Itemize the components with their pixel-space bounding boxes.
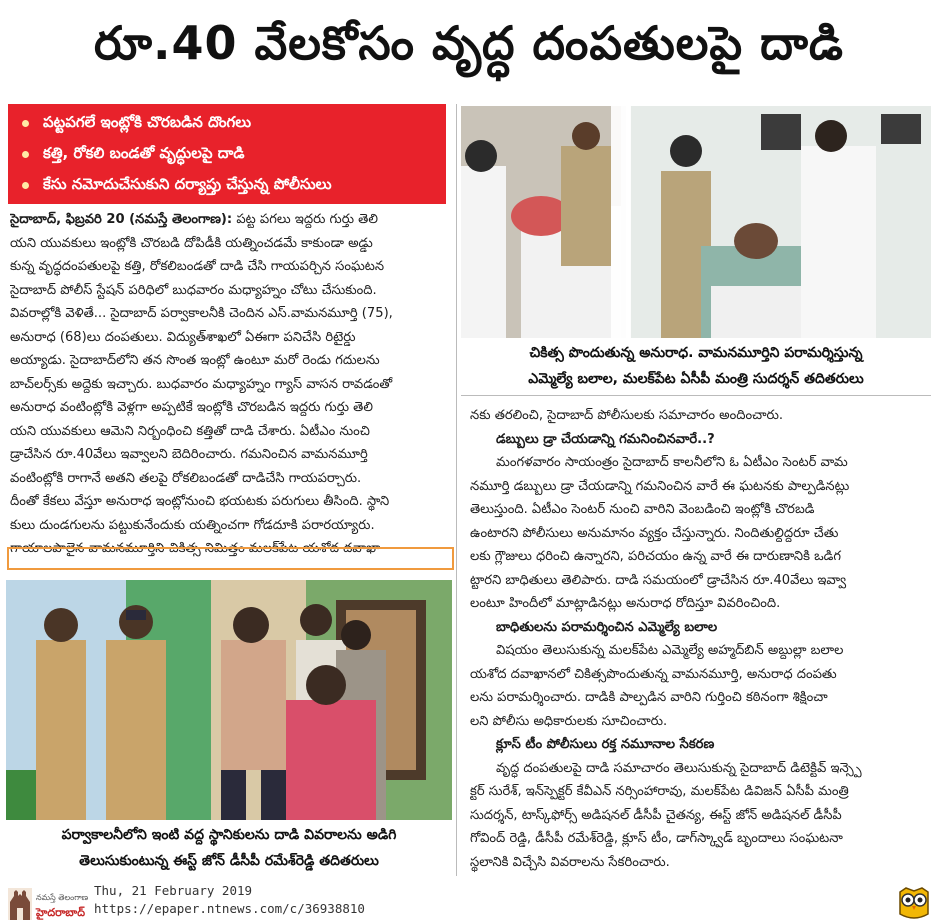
top-photo-caption: చికిత్స పొందుతున్న అనురాధ. వామనమూర్తిని పరామర్శిస్తున్న ఎమ్మెల్యే బలాల, మలక్‌పేట ఏసీపీ మంత్రి సుదర్శన్ తదితరులు	[528, 345, 864, 387]
subheading: డబ్బులు డ్రా చేయడాన్ని గమనించినవారే..?	[496, 431, 715, 447]
body-line: కున్న వృద్ధదంపతులపై కత్తి, రోకలిబండతో దాడి చేసి గాయపర్చిన సంఘటన	[10, 259, 385, 274]
highlighted-line-box	[7, 547, 454, 570]
body-line: మంగళవారం సాయంత్రం సైదాబాద్ కాలనీలోని ఓ ఏటీఎం సెంటర్ వామ	[496, 455, 848, 470]
body-line: అనురాధ వంటింట్లోకి వెళ్లగా అప్పటికే ఇంట్లోకి చొరబడిన ఇద్దరు గుర్తు తెలి	[10, 400, 373, 415]
body-line: వివరాల్లోకి వెళితే... సైదాబాద్ పర్వాకాలనీకి చెందిన ఎస్.వామనమూర్తి (75),	[10, 306, 393, 321]
hospital-photo	[461, 106, 931, 338]
dateline: సైదాబాద్, ఫిబ్రవరి 20 (నమస్తే తెలంగాణ):	[10, 212, 233, 227]
body-line: నకు తరలించి, సైదాబాద్ పోలీసులకు సమాచారం అందించారు.	[470, 408, 784, 423]
body-line: బాచ్‌లర్స్‌కు అద్దెకు ఇచ్చారు. బుధవారం మధ్యాహ్నం గ్యాస్ వాసన రావడంతో	[10, 376, 393, 392]
body-line: యశోద దవాఖానలో చికిత్సపొందుతున్న వామనమూర్తి, అనురాధ దంపతు	[470, 666, 837, 682]
colony-photo	[6, 580, 452, 820]
body-line: సుదర్శన్, టాస్క్‌ఫోర్స్ అడిషనల్ డీసీపీ చైతన్య, ఈస్ట్ జోన్ అడిషనల్ డీసీపీ	[470, 807, 842, 823]
body-line: యని యువకులు ఆమెని నిర్బంధించి కత్తితో దాడి చేశారు. ఏటీఎం నుంచి	[10, 423, 370, 439]
body-line: డ్రాచేసిన రూ.40వేలు ఇవ్వాలని బెదిరించారు. గమనించిన వామనమూర్తి	[10, 447, 368, 462]
svg-text:నమస్తే తెలంగాణ: నమస్తే తెలంగాణ	[36, 893, 88, 902]
bullet-dot-icon	[22, 151, 29, 158]
body-line: దీంతో కేకలు వేస్తూ అనురాధ ఇంట్లోనుంచి భయటకు పరుగులు తీసింది. స్థాని	[10, 494, 390, 509]
headline: రూ.40 వేలకోసం వృద్ధ దంపతులపై దాడి	[94, 16, 844, 70]
newspaper-logo	[6, 884, 88, 922]
highlight-bullet: పట్టపగలే ఇంట్లోకి చొరబడిన దొంగలు	[22, 108, 446, 139]
body-line: క్టర్ సురేశ్, ఇన్‌స్పెక్టర్ కేవీఎన్ నర్సింహారావు, మలక్‌పేట డివిజన్ ఏసీపీ మంత్రి	[470, 784, 849, 799]
body-line: తెలుస్తుంది. ఏటీఎం సెంటర్ నుంచి వారిని వెంబడించి ఇంట్లోకి చొరబడి	[470, 502, 815, 517]
owl-icon	[896, 884, 932, 920]
article-right-column	[470, 404, 932, 874]
body-line: సైదాబాద్ పోలీస్ స్టేషన్ పరిధిలో బుధవారం మధ్యాహ్నం చోటు చేసుకుంది.	[10, 282, 377, 298]
highlight-bullet: కత్తి, రోకలి బండతో వృద్ధులపై దాడి	[22, 139, 446, 170]
bottom-photo-caption: పర్వాకాలనీలోని ఇంటి వద్ద స్థానికులను దాడి వివరాలను అడిగి తెలుసుకుంటున్న ఈస్ట్ జోన్ డీసీపీ రమేశ్‌రెడ్డి తదితరులు	[61, 827, 397, 869]
body-line: లంటూ హిందీలో మాట్లాడినట్లు అనురాధ రోదిస్తూ వివరించింది.	[470, 596, 781, 611]
body-line: అనురాధ (68)లు దంపతులు. విద్యుత్‌శాఖలో ఏఈగా పనిచేసి రిటైర్డు	[10, 329, 356, 345]
edition-date: Thu, 21 February 2019	[94, 883, 253, 898]
footer-meta	[94, 882, 365, 918]
epaper-url[interactable]: https://epaper.ntnews.com/c/36938810	[94, 901, 365, 916]
body-line: అయ్యాడు. సైదాబాద్‌లోని తన సొంత ఇంట్లో ఉంటూ మరో రెండు గదులను	[10, 353, 380, 368]
body-line: కులు దుండగులను పట్టుకునేందుకు యత్నించగా గోడదూకి పరారయ్యారు.	[10, 517, 375, 533]
body-line: విషయం తెలుసుకున్న మలక్‌పేట ఎమ్మెల్యే అహ్మద్‌బిన్ అబ్దుల్లా బలాల	[496, 643, 844, 658]
body-line: లని పోలీసు అధికారులకు సూచించారు.	[470, 713, 668, 729]
subheading: బాధితులను పరామర్శించిన ఎమ్మెల్యే బలాల	[496, 619, 718, 635]
highlight-bullet: కేసు నమోదుచేసుకుని దర్యాప్తు చేస్తున్న పోలీసులు	[22, 170, 446, 201]
body-line: గాయాలపాలైన వామనమూర్తిని చికిత్స నిమిత్తం మలక్‌పేట యశోద దవాఖా	[10, 541, 381, 556]
body-line: వృద్ధ దంపతులపై దాడి సమాచారం తెలుసుకున్న సైదాబాద్ డిటెక్టివ్ ఇన్స్పె	[496, 760, 862, 776]
column-divider	[456, 104, 457, 876]
body-line: గోవింద్ రెడ్డి, డీసీపీ రమేశ్‌రెడ్డి, క్లూస్ టీం, డాగ్‌స్క్వాడ్ బృందాలు సంఘటనా	[470, 831, 843, 846]
body-line: ఉంటారని పోలీసులు అనుమానం వ్యక్తం చేస్తున్నారు. నిందితుల్దిద్దరూ చేతు	[470, 525, 839, 541]
body-line: ట్టారని బాధితులు తెలిపారు. దాడి సమయంలో డ్రాచేసిన రూ.40వేలు ఇవ్వా	[470, 572, 847, 588]
svg-text:హైదరాబాద్: హైదరాబాద్	[36, 906, 85, 919]
body-line: లను పరామర్శించారు. దాడికి పాల్పడిన వారిని గుర్తించి కఠినంగా శిక్షించా	[470, 690, 828, 705]
body-line: లకు గ్లౌజులు ధరించి ఉన్నారని, పరిచయం ఉన్న వారే ఈ దారుణానికి ఒడిగ	[470, 549, 842, 564]
body-line: వంటింట్లోకి రాగానే అతని తలపై రోకలిబండతో దాడిచేసి గాయపర్చారు.	[10, 470, 362, 486]
highlights-box	[8, 104, 446, 204]
body-line: స్థలానికి విచ్చేసి వివరాలను సేకరించారు.	[470, 854, 670, 870]
bullet-dot-icon	[22, 182, 29, 189]
bullet-dot-icon	[22, 120, 29, 127]
article-left-column: సైదాబాద్, ఫిబ్రవరి 20 (నమస్తే తెలంగాణ): పట్ట పగలు ఇద్దరు గుర్తు తెలి యని యువకులు ఇంట్లోకి చొరబడి దోపిడీకి యత్నించడమే కాకుండా అడ్డు కున్న వృద్ధదంపతులపై కత్తి, రోకలిబండతో దాడి చేసి గాయపర్చిన సంఘటన సైదాబాద్ పోలీస్ స్టేషన్ పరిధిలో బుధవారం మధ్యాహ్నం చోటు చేసుకుంది. వివరాల్లోకి వెళితే... సైదాబాద్ పర్వాకాలనీకి చెందిన ఎస్.వామనమూర్తి (75), అనురాధ (68)లు దంపతులు. విద్యుత్‌శాఖలో ఏఈగా పనిచేసి రిటైర్డు అయ్యాడు. సైదాబాద్‌లోని తన సొంత ఇంట్లో ఉంటూ మరో రెండు గదులను బాచ్‌లర్స్‌కు అద్దెకు ఇచ్చారు. బుధవారం మధ్యాహ్నం గ్యాస్ వాసన రావడంతో అనురాధ వంటింట్లోకి వెళ్లగా అప్పటికే ఇంట్లోకి చొరబడిన ఇద్దరు గుర్తు తెలి యని యువకులు ఆమెని నిర్బంధించి కత్తితో దాడి చేశారు. ఏటీఎం నుంచి డ్రాచేసిన రూ.40వేలు ఇవ్వాలని బెదిరించారు. గమనించిన వామనమూర్తి వంటింట్లోకి రాగానే అతని తలపై రోకలిబండతో దాడిచేసి గాయపర్చారు. దీంతో కేకలు వేస్తూ అనురాధ ఇంట్లోనుంచి భయటకు పరుగులు తీసింది. స్థాని కులు దుండగులను పట్టుకునేందుకు యత్నించగా గోడదూకి పరారయ్యారు. గాయాలపాలైన వామనమూర్తిని చికిత్స నిమిత్తం మలక్‌పేట యశోద దవాఖా	[10, 208, 450, 561]
footer	[0, 880, 938, 924]
divider-line	[461, 395, 931, 396]
subheading: క్లూస్ టీం పోలీసులు రక్త నమూనాల సేకరణ	[496, 737, 715, 752]
body-line: యని యువకులు ఇంట్లోకి చొరబడి దోపిడీకి యత్నించడమే కాకుండా అడ్డు	[10, 235, 373, 251]
body-line: నమూర్తి డబ్బులు డ్రా చేయడాన్ని గమనించిన వారే ఈ ఘటనకు పాల్పడినట్లు	[470, 478, 850, 494]
